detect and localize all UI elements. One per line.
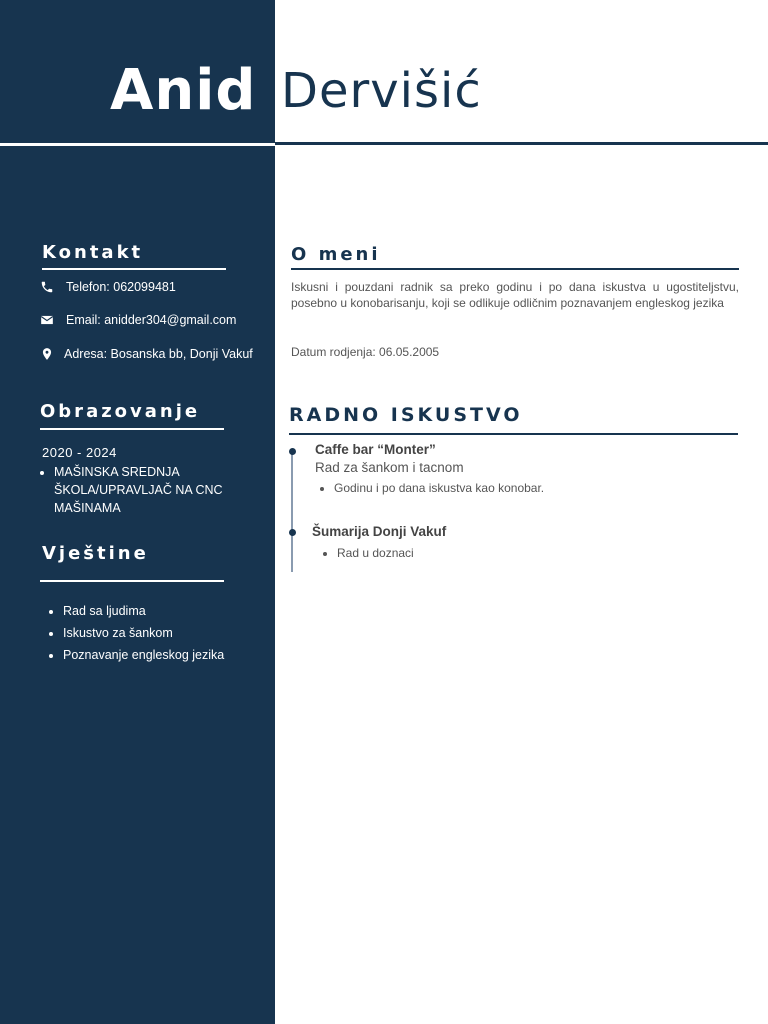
about-heading: O meni	[291, 244, 381, 265]
contact-heading: Kontakt	[42, 242, 144, 263]
location-pin-icon	[40, 347, 54, 361]
email-icon	[40, 313, 54, 327]
timeline-dot	[289, 448, 296, 455]
contact-email	[40, 313, 236, 327]
contact-phone	[40, 280, 176, 294]
contact-address	[40, 347, 253, 361]
skills-heading: Vještine	[42, 543, 149, 564]
job-title: Caffe bar “Monter”	[315, 442, 436, 457]
timeline-dot	[289, 529, 296, 536]
first-name: Anid	[110, 58, 257, 123]
job-duties	[314, 481, 544, 495]
address-text: Adresa: Bosanska bb, Donji Vakuf	[64, 347, 253, 361]
name-divider-right	[275, 142, 768, 145]
experience-heading: RADNO ISKUSTVO	[289, 404, 523, 426]
timeline-line	[291, 452, 293, 572]
education-heading: Obrazovanje	[40, 401, 201, 422]
phone-text: Telefon: 062099481	[66, 280, 176, 294]
job-duty: • Godinu i po dana iskustva kao konobar.	[334, 481, 544, 495]
education-years: 2020 - 2024	[42, 445, 117, 460]
experience-divider	[289, 433, 738, 435]
name-divider-left	[0, 143, 275, 146]
education-item: • MAŠINSKA SREDNJA ŠKOLA/UPRAVLJAČ NA CNC MAŠINAMA	[54, 463, 254, 517]
skill-item: • Rad sa ljudima	[63, 604, 224, 618]
job-subtitle: Rad za šankom i tacnom	[315, 460, 464, 475]
date-of-birth: Datum rodjenja: 06.05.2005	[291, 345, 440, 359]
skill-item: • Poznavanje engleskog jezika	[63, 648, 224, 662]
education-list	[32, 463, 254, 525]
job-title: Šumarija Donji Vakuf	[312, 524, 447, 539]
job-duty: • Rad u doznaci	[337, 546, 414, 560]
education-divider	[40, 428, 224, 430]
phone-icon	[40, 280, 54, 294]
contact-divider	[42, 268, 226, 270]
job-duties	[317, 546, 414, 560]
about-text: Iskusni i pouzdani radnik sa preko godinu i po dana iskustva u ugostiteljstvu, posebno u konobarisanju, koji se odlikuje odličnim poznavanjem engleskog jezika	[291, 280, 739, 310]
last-name: Dervišić	[281, 63, 482, 119]
skills-list	[41, 604, 224, 670]
skills-divider	[40, 580, 224, 582]
email-text: Email: anidder304@gmail.com	[66, 313, 237, 327]
skill-item: • Iskustvo za šankom	[63, 626, 224, 640]
about-divider	[291, 268, 739, 270]
